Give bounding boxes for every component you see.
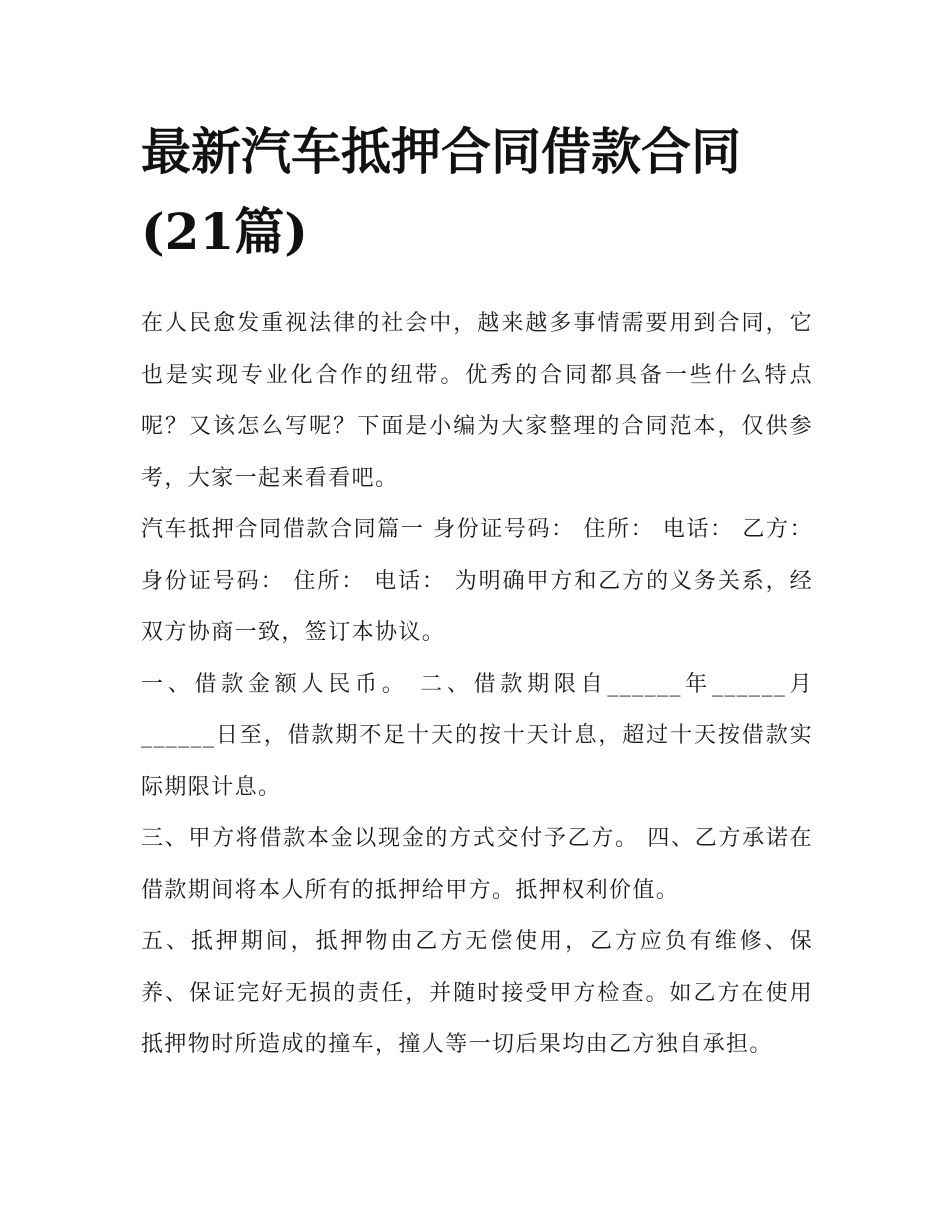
paragraph-clause-1-2: 一、借款金额人民币。 二、借款期限自______年______月______日至，借款期不足十天的按十天计息，超过十天按借款实际期限计息。 bbox=[141, 671, 813, 800]
paragraph-intro: 在人民愈发重视法律的社会中，越来越多事情需要用到合同，它也是实现专业化合作的纽带。优秀的合同都具备一些什么特点呢？又该怎么写呢？下面是小编为大家整理的合同范本，仅供参考，大家一起来看看吧。 bbox=[141, 311, 813, 491]
paragraph-parties: 汽车抵押合同借款合同篇一 身份证号码： 住所： 电话： 乙方： 身份证号码： 住所： 电话： 为明确甲方和乙方的义务关系，经双方协商一致，签订本协议。 bbox=[141, 517, 813, 645]
paragraph-clause-3-4: 三、甲方将借款本金以现金的方式交付予乙方。 四、乙方承诺在借款期间将本人所有的抵押给甲方。抵押权利价值。 bbox=[141, 826, 813, 903]
document-title: 最新汽车抵押合同借款合同(21篇) bbox=[141, 122, 741, 261]
document-body bbox=[141, 298, 813, 1071]
paragraph-clause-5: 五、抵押期间，抵押物由乙方无偿使用，乙方应负有维修、保养、保证完好无损的责任，并随时接受甲方检查。如乙方在使用抵押物时所造成的撞车，撞人等一切后果均由乙方独自承担。 bbox=[141, 929, 813, 1057]
document-page bbox=[141, 0, 813, 1071]
